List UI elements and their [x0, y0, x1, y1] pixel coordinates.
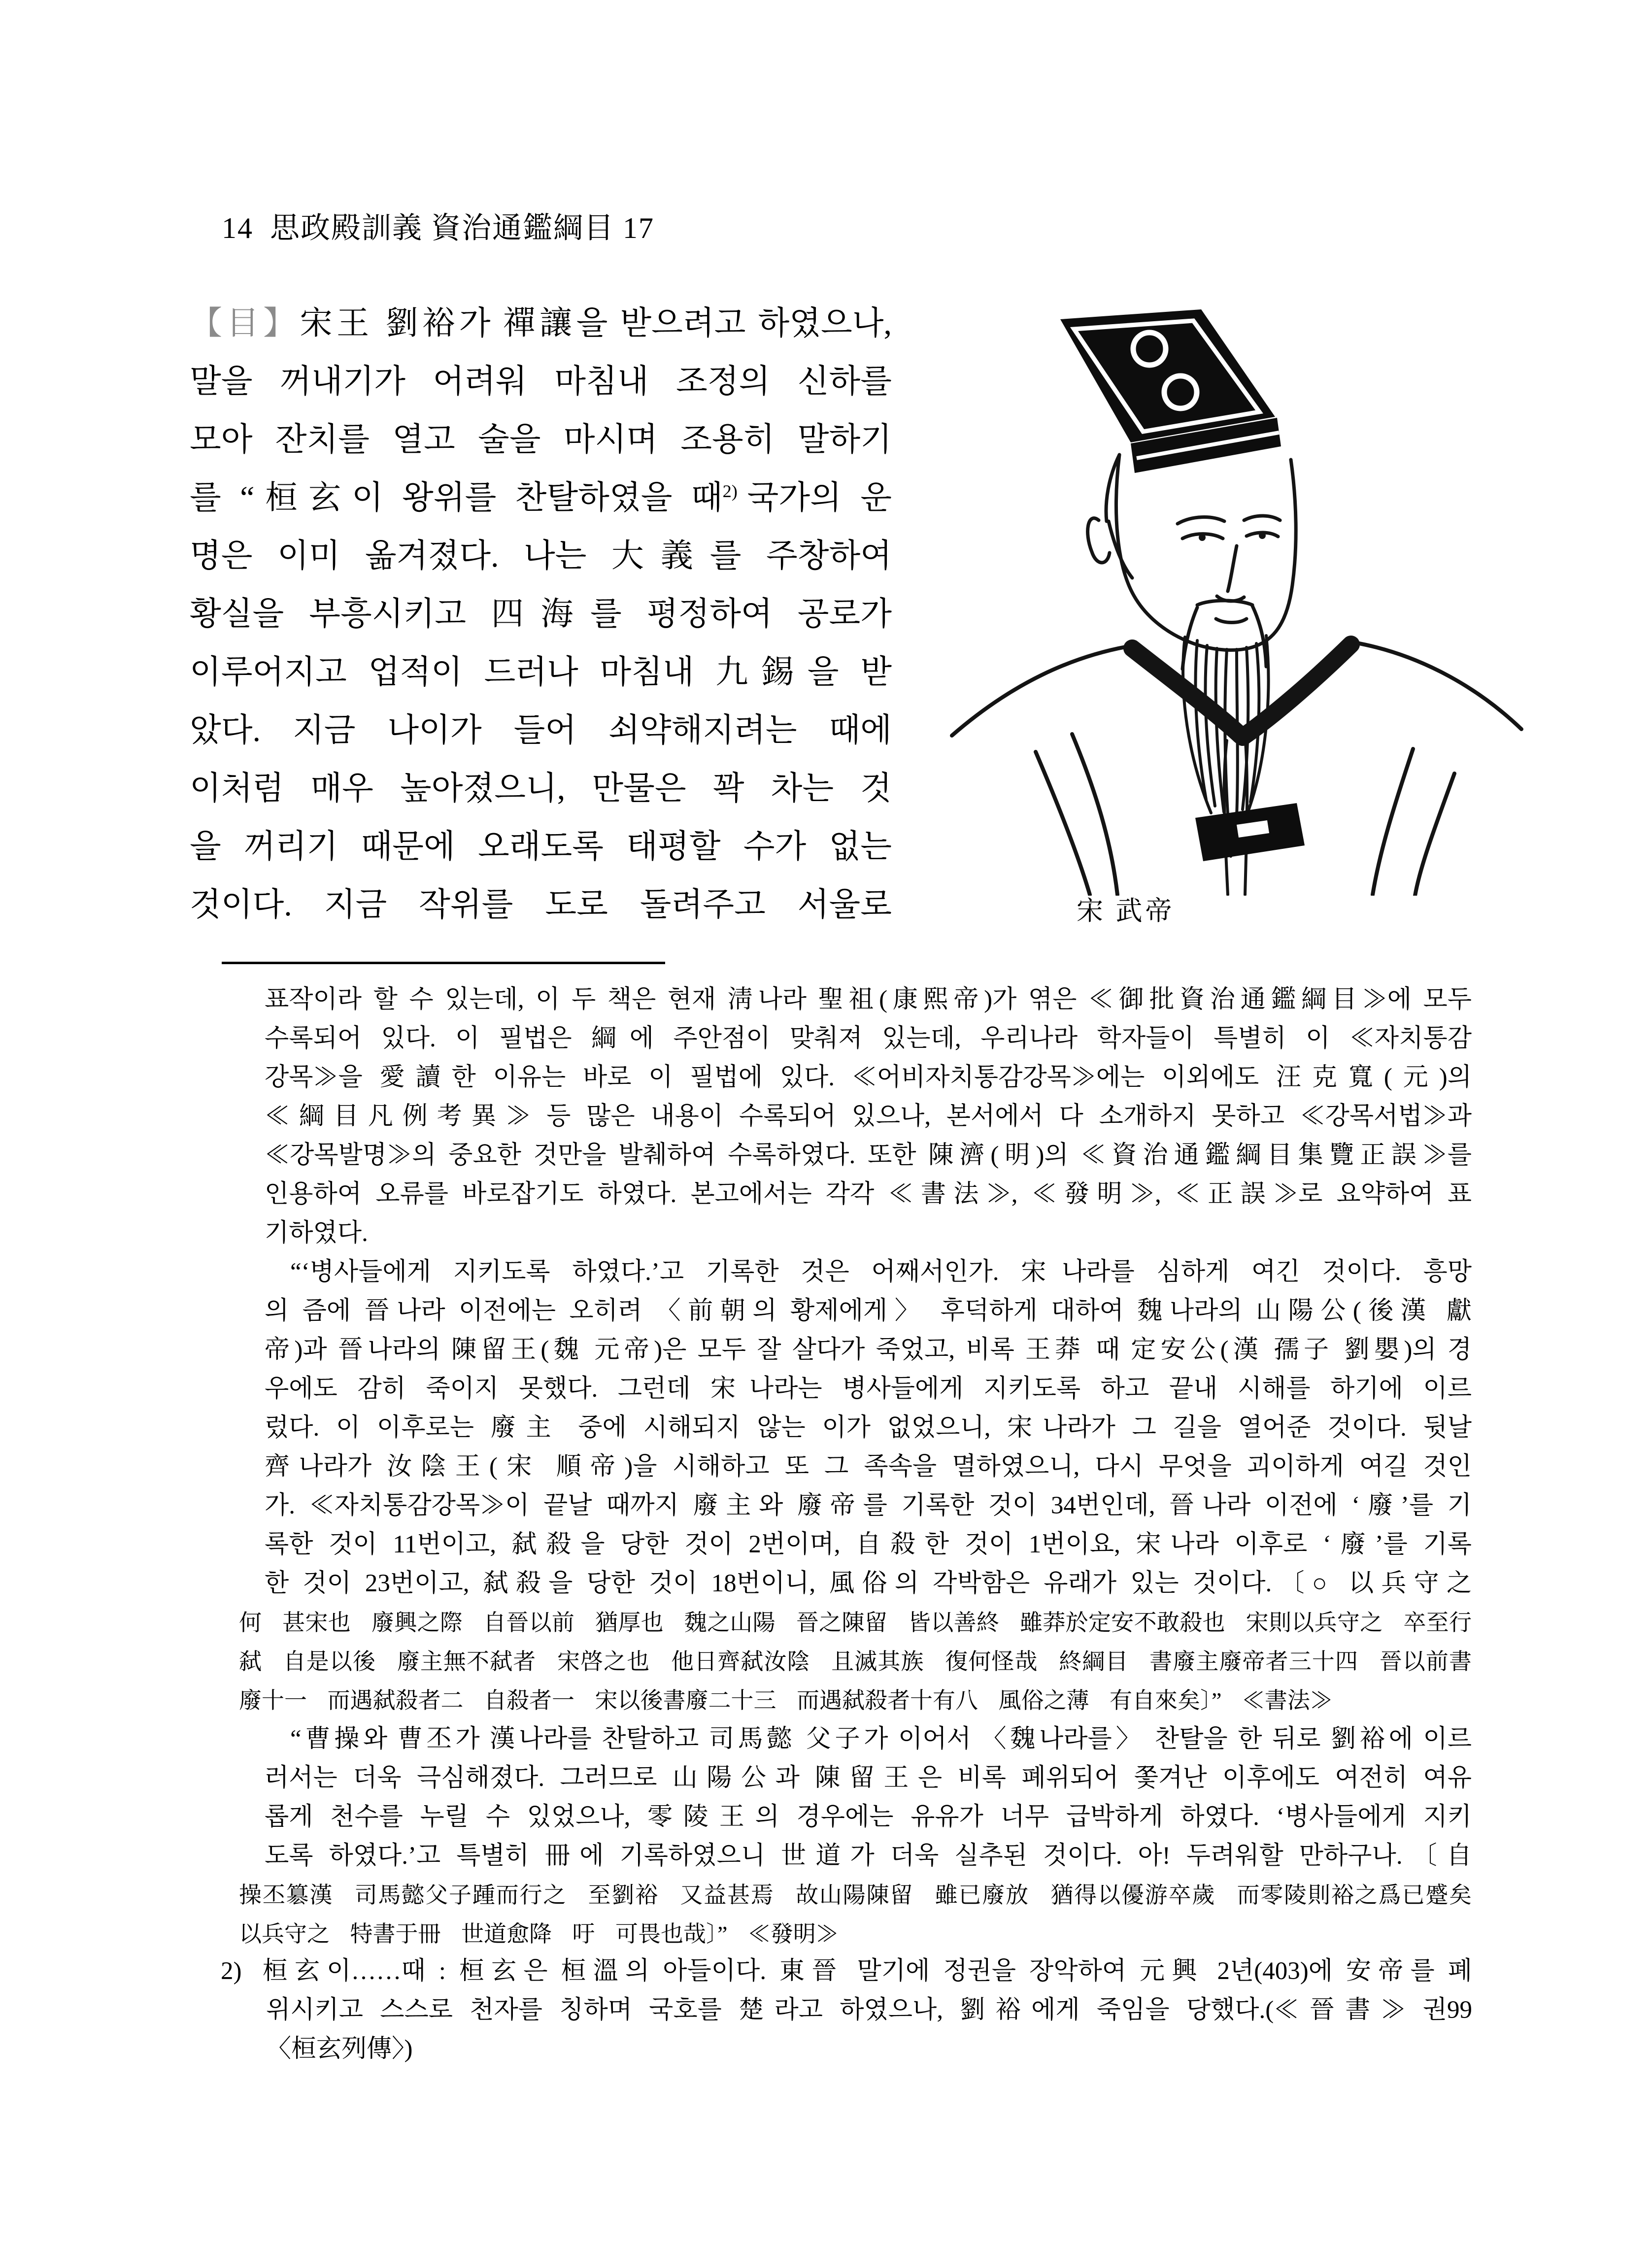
footnote-line: 표작이라 할 수 있는데, 이 두 책은 현재 淸나라 聖祖(康熙帝)가 엮은 ≪御批資治通鑑綱目≫에 모두 [265, 986, 1472, 1013]
entry-marker: 【目】 [190, 305, 300, 341]
footnote-2-line [221, 1952, 1472, 1991]
main-line [190, 469, 892, 527]
main-line-text: 를 “桓玄이 왕위를 찬탈하였을 때 [190, 480, 723, 516]
main-line: 모아 잔치를 열고 술을 마시며 조용히 말하기 [190, 422, 892, 458]
main-paragraph [190, 295, 892, 934]
footnote-line: 인용하여 오류를 바로잡기도 하였다. 본고에서는 각각 ≪書法≫, ≪發明≫, ≪正誤≫로 요약하여 표 [265, 1180, 1472, 1208]
footnote-line: 齊나라가 汝陰王(宋 順帝)을 시해하고 또 그 족속을 멸하였으니, 다시 무엇을 괴이하게 여길 것인 [265, 1453, 1472, 1480]
main-line: 을 꺼리기 때문에 오래도록 태평할 수가 없는 [190, 829, 892, 865]
footnote-2-text: 桓玄이……때 : 桓玄은 桓溫의 아들이다. 東晉 말기에 정권을 장악하여 元興 2년(403)에 安帝를 폐 [255, 1957, 1472, 1985]
portrait-caption: 宋 武帝 [1077, 896, 1175, 926]
footnote-2-line: 〈桓玄列傳〉) [266, 2035, 413, 2063]
footnote-line: 기하였다. [265, 1219, 368, 1247]
main-line: 말을 꺼내기가 어려워 마침내 조정의 신하를 [190, 364, 892, 400]
face [1088, 455, 1296, 669]
footnote-block [239, 980, 1472, 1953]
footnote-line-classical: 操丕簒漢 司馬懿父子踵而行之 至劉裕 又益甚焉 故山陽陳留 雖已廢放 猶得以優游卒歲 而零陵則裕之爲已蹙矣 [239, 1883, 1472, 1908]
footnote-line: 도록 하였다.’고 특별히 冊에 기록하였으니 世道가 더욱 실추된 것이다. 아! 두려워할 만하구나.〔自 [265, 1842, 1472, 1870]
footnote-line: ≪綱目凡例考異≫ 등 많은 내용이 수록되어 있으나, 본서에서 다 소개하지 못하고 ≪강목서법≫과 [265, 1103, 1472, 1130]
footnote-2 [221, 1952, 1472, 2069]
footnote-line: 강목≫을 愛讀한 이유는 바로 이 필법에 있다. ≪어비자치통감강목≫에는 이외에도 汪克寬(元)의 [265, 1064, 1472, 1091]
main-line: 황실을 부흥시키고 四海를 평정하여 공로가 [190, 596, 892, 632]
footnote-line-classical: 以兵守之 特書于冊 世道愈降 吁 可畏也哉〕” ≪發明≫ [239, 1921, 839, 1947]
footnote-line-classical: 廢十一 而遇弑殺者二 自殺者一 宋以後書廢二十三 而遇弑殺者十有八 風俗之薄 有自來矣〕” ≪書法≫ [239, 1688, 1333, 1713]
footnote-line: 록한 것이 11번이고, 弑殺을 당한 것이 2번이며, 自殺한 것이 1번이요, 宋나라 이후로 ‘廢’를 기록 [265, 1531, 1472, 1558]
imperial-cap [1060, 309, 1281, 473]
main-line-text: 宋王 劉裕가 禪讓을 받으려고 하였으나, [300, 305, 892, 341]
running-head: 14 思政殿訓義 資治通鑑綱目 17 [222, 212, 654, 244]
main-line: 이루어지고 업적이 드러나 마침내 九錫을 받 [190, 654, 892, 690]
footnote-line: 帝)과 晉나라의 陳留王(魏 元帝)은 모두 잘 살다가 죽었고, 비록 王莽 때 定安公(漢 孺子 劉嬰)의 경 [265, 1336, 1472, 1364]
main-line [190, 295, 892, 353]
footnote-line: 의 즘에 晉나라 이전에는 오히려 〈前朝의 황제에게〉 후덕하게 대하여 魏나라의 山陽公(後漢 獻 [265, 1297, 1472, 1325]
main-line-text: 국가의 운 [747, 480, 892, 516]
footnote-2-label: 2) [221, 1957, 242, 1985]
footnote-ref-2: 2) [722, 481, 738, 501]
footnote-line: “‘병사들에게 지키도록 하였다.’고 기록한 것은 어째서인가. 宋나라를 심하게 여긴 것이다. 흥망 [290, 1258, 1472, 1286]
footnote-line: 렀다. 이 이후로는 廢主 중에 시해되지 않는 이가 없었으니, 宋나라가 그 길을 열어준 것이다. 뒷날 [265, 1414, 1472, 1442]
footnote-line: “曹操와 曹丕가 漢나라를 찬탈하고 司馬懿 父子가 이어서 〈魏나라를〉 찬탈을 한 뒤로 劉裕에 이르 [290, 1725, 1472, 1753]
footnote-line-classical: 何 甚宋也 廢興之際 自晉以前 猶厚也 魏之山陽 晉之陳留 皆以善終 雖莽於定安不敢殺也 宋則以兵守之 卒至行 [239, 1610, 1472, 1635]
footnote-line: ≪강목발명≫의 중요한 것만을 발췌하여 수록하였다. 또한 陳濟(明)의 ≪資治通鑑綱目集覽正誤≫를 [265, 1142, 1472, 1169]
footnote-line: 가. ≪자치통감강목≫이 끝날 때까지 廢主와 廢帝를 기록한 것이 34번인데, 晉나라 이전에 ‘廢’를 기 [265, 1492, 1472, 1519]
footnote-line: 수록되어 있다. 이 필법은 綱에 주안점이 맞춰져 있는데, 우리나라 학자들이 특별히 이 ≪자치통감 [265, 1025, 1472, 1052]
main-line: 이처럼 매우 높아졌으니, 만물은 꽉 차는 것 [190, 771, 892, 807]
footnote-separator [222, 962, 665, 964]
main-line: 것이다. 지금 작위를 도로 돌려주고 서울로 [190, 887, 892, 923]
footnote-line-classical: 弑 自是以後 廢主無不弑者 宋啓之也 他日齊弑汝陰 且滅其族 復何怪哉 終綱目 書廢主廢帝者三十四 晉以前書 [239, 1649, 1472, 1674]
footnote-line: 우에도 감히 죽이지 못했다. 그런데 宋나라는 병사들에게 지키도록 하고 끝내 시해를 하기에 이르 [265, 1375, 1472, 1403]
main-line: 명은 이미 옮겨졌다. 나는 大義를 주창하여 [190, 538, 892, 574]
footnote-line: 한 것이 23번이고, 弑殺을 당한 것이 18번이니, 風俗의 각박함은 유래가 있는 것이다.〔○ 以兵守之 [265, 1570, 1472, 1597]
emperor-portrait [921, 290, 1547, 896]
footnote-2-line: 위시키고 스스로 천자를 칭하며 국호를 楚라고 하였으나, 劉裕에게 죽임을 당했다.(≪晉書≫ 권99 [266, 1996, 1472, 2024]
main-line: 았다. 지금 나이가 들어 쇠약해지려는 때에 [190, 712, 892, 748]
footnote-line: 롭게 천수를 누릴 수 있었으나, 零陵王의 경우에는 유유가 너무 급박하게 하였다. ‘병사들에게 지키 [265, 1803, 1472, 1831]
footnote-line: 러서는 더욱 극심해졌다. 그러므로 山陽公과 陳留王은 비록 폐위되어 쫓겨난 이후에도 여전히 여유 [265, 1764, 1472, 1792]
